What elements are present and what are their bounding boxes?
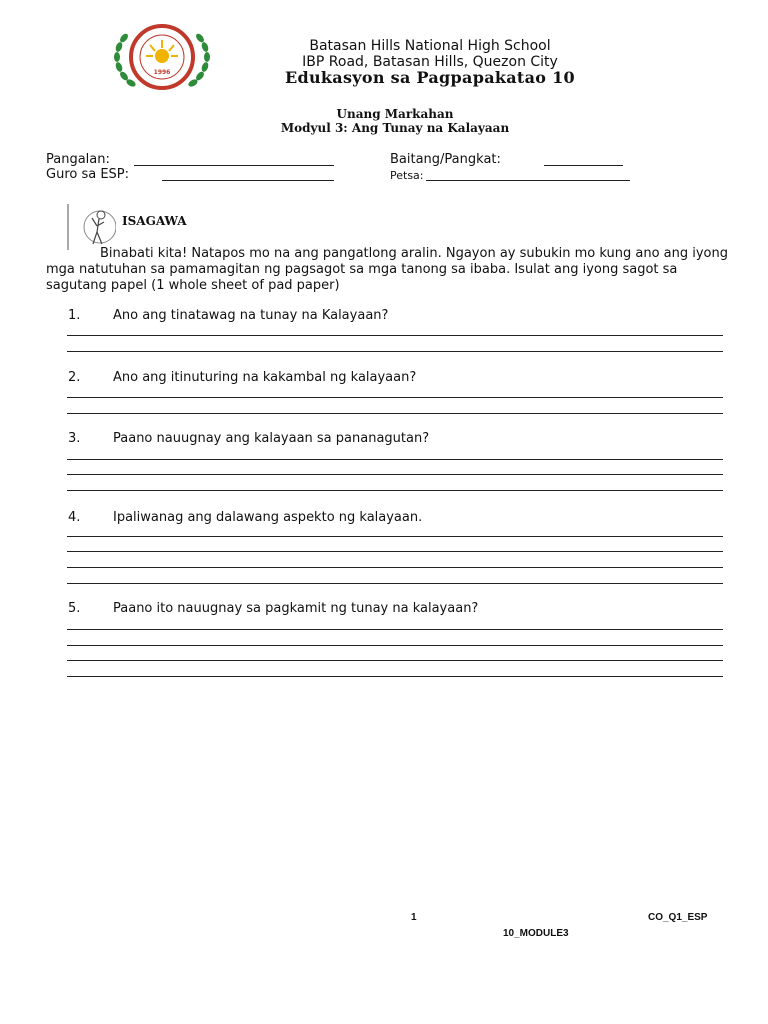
answer-line[interactable] <box>67 490 723 491</box>
answer-line[interactable] <box>67 645 723 646</box>
answer-line[interactable] <box>67 459 723 460</box>
instructions <box>46 246 736 294</box>
answer-line[interactable] <box>67 567 723 568</box>
footer-module-code: 10_MODULE3 <box>503 928 569 939</box>
date-field[interactable] <box>426 180 630 181</box>
date-label: Petsa: <box>390 169 424 182</box>
grade-field[interactable] <box>544 165 623 166</box>
svg-text:1996: 1996 <box>153 69 171 76</box>
quarter-title: Unang Markahan <box>336 107 454 121</box>
answer-line[interactable] <box>67 397 723 398</box>
question-text: Ano ang itinuturing na kakambal ng kalayaan? <box>113 370 417 385</box>
name-label: Pangalan: <box>46 152 110 167</box>
question-text: Paano ito nauugnay sa pagkamit ng tunay na kalayaan? <box>113 601 479 616</box>
footer-code: CO_Q1_ESP <box>648 912 708 923</box>
answer-line[interactable] <box>67 583 723 584</box>
question-text: Ipaliwanag ang dalawang aspekto ng kalayaan. <box>113 510 423 525</box>
section-title: ISAGAWA <box>122 214 187 228</box>
question-number: 5. <box>68 601 81 616</box>
answer-line[interactable] <box>67 629 723 630</box>
module-title: Modyul 3: Ang Tunay na Kalayaan <box>280 121 510 135</box>
subject-title: Edukasyon sa Pagpapakatao 10 <box>285 68 575 87</box>
school-address: IBP Road, Batasan Hills, Quezon City <box>302 54 558 70</box>
grade-label: Baitang/Pangkat: <box>390 152 501 167</box>
answer-line[interactable] <box>67 335 723 336</box>
thinking-figure-icon <box>66 204 116 250</box>
answer-line[interactable] <box>67 551 723 552</box>
instructions-text: Binabati kita! Natapos mo na ang pangatlong aralin. Ngayon ay subukin mo kung ano ang iyong mga natutuhan sa pamamagitan ng pagsagot sa mga tanong sa ibaba. Isulat ang iyong sagot sa sagutang papel (1 whole sheet of pad paper) <box>46 246 728 293</box>
answer-line[interactable] <box>67 536 723 537</box>
question-number: 2. <box>68 370 81 385</box>
answer-line[interactable] <box>67 676 723 677</box>
question-number: 4. <box>68 510 81 525</box>
page-number: 1 <box>411 912 417 923</box>
answer-line[interactable] <box>67 413 723 414</box>
answer-line[interactable] <box>67 474 723 475</box>
school-name: Batasan Hills National High School <box>309 38 551 54</box>
name-field[interactable] <box>134 165 334 166</box>
teacher-label: Guro sa ESP: <box>46 167 130 182</box>
question-number: 3. <box>68 431 81 446</box>
teacher-field[interactable] <box>162 180 334 181</box>
question-text: Ano ang tinatawag na tunay na Kalayaan? <box>113 308 389 323</box>
answer-line[interactable] <box>67 660 723 661</box>
question-text: Paano nauugnay ang kalayaan sa pananagutan? <box>113 431 430 446</box>
answer-line[interactable] <box>67 351 723 352</box>
question-number: 1. <box>68 308 81 323</box>
